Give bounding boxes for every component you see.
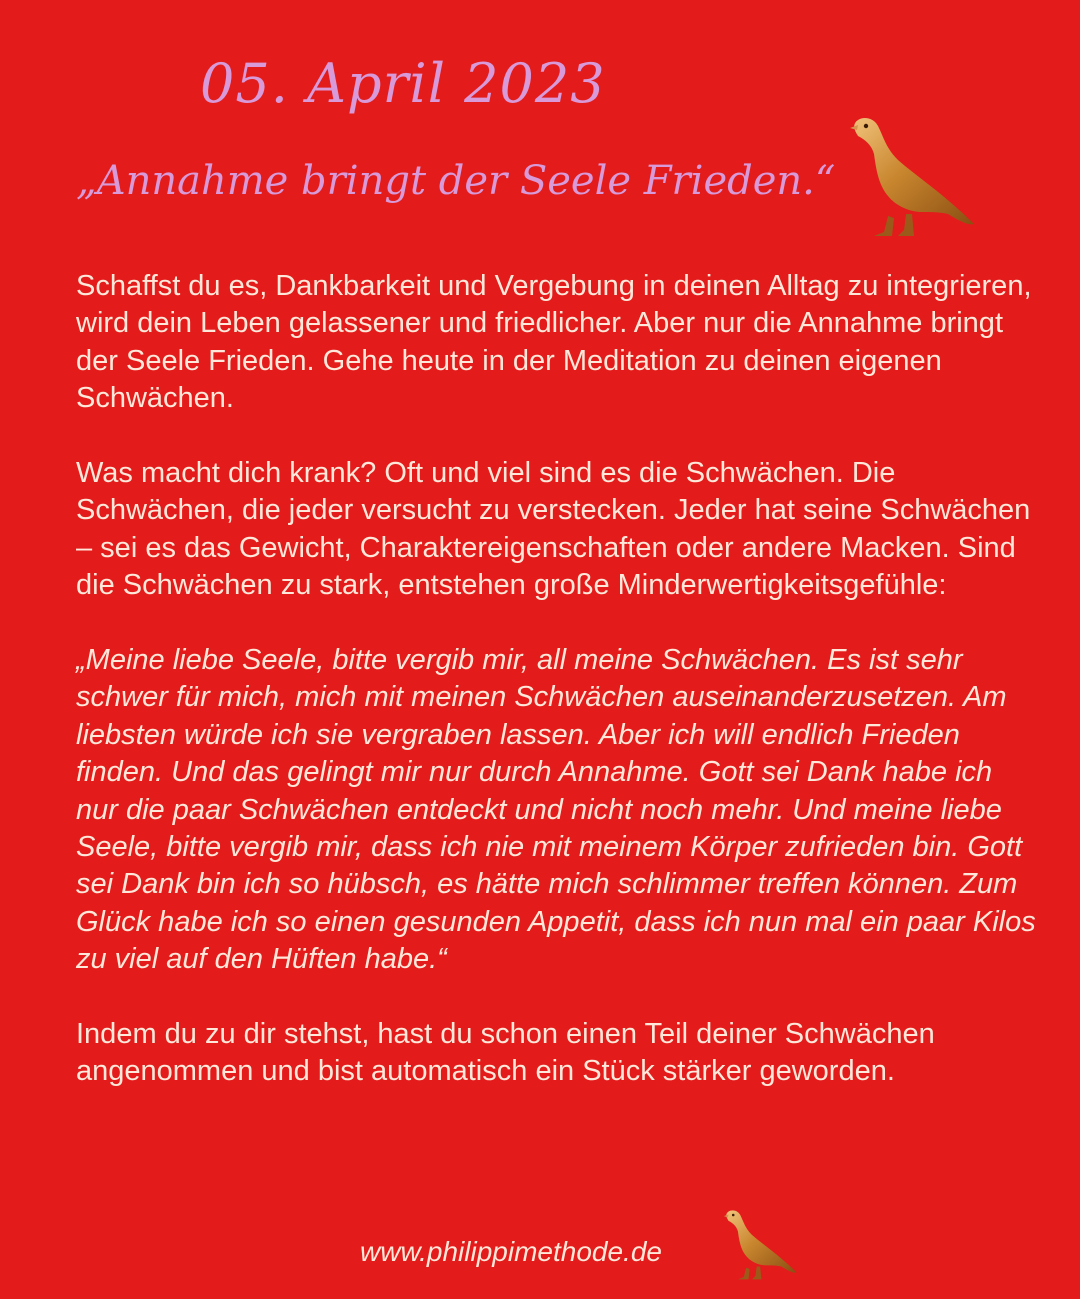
paragraph-weaknesses: Was macht dich krank? Oft und viel sind es die Schwächen. Die Schwächen, die jeder versucht zu verstecken. Jeder hat seine Schwächen – sei es das Gewicht, Charaktereigenschaften oder andere Macken. Sind die Schwächen zu stark, entstehen große Minderwertigkeitsgefühle: [76,457,1031,602]
paragraph-conclusion: Indem du zu dir stehst, hast du schon einen Teil deiner Schwächen angenommen und bist automatisch ein Stück stärker geworden. [76,1018,935,1088]
motto-heading: „Annahme bringt der Seele Frieden.“ [76,158,836,204]
golden-dove-icon [718,1203,800,1285]
date-heading: 05. April 2023 [200,52,606,115]
paragraph-intro: Schaffst du es, Dankbarkeit und Vergebung in deinen Alltag zu integrieren, wird dein Leben gelassener und friedlicher. Aber nur die Annahme bringt der Seele Frieden. Gehe heute in der Meditation zu deinen eigenen Schwächen. [76,270,1032,415]
website-link[interactable]: www.philippimethode.de [360,1236,662,1267]
golden-dove-icon [840,108,980,243]
paragraph-prayer: „Meine liebe Seele, bitte vergib mir, all meine Schwächen. Es ist sehr schwer für mich, mich mit meinen Schwächen auseinanderzusetzen. Am liebsten würde ich sie vergraben lassen. Aber ich will endlich Frieden finden. Und das gelingt mir nur durch Annahme. Gott sei Dank habe ich nur die paar Schwächen entdeckt und nicht noch mehr. Und meine liebe Seele, bitte vergib mir, dass ich nie mit meinem Körper zufrieden bin. Gott sei Dank bin ich so hübsch, es hätte mich schlimmer treffen können. Zum Glück habe ich so einen gesunden Appetit, dass ich nun mal ein paar Kilos zu viel auf den Hüften habe.“ [76,644,1036,976]
article-body [76,268,1036,1128]
